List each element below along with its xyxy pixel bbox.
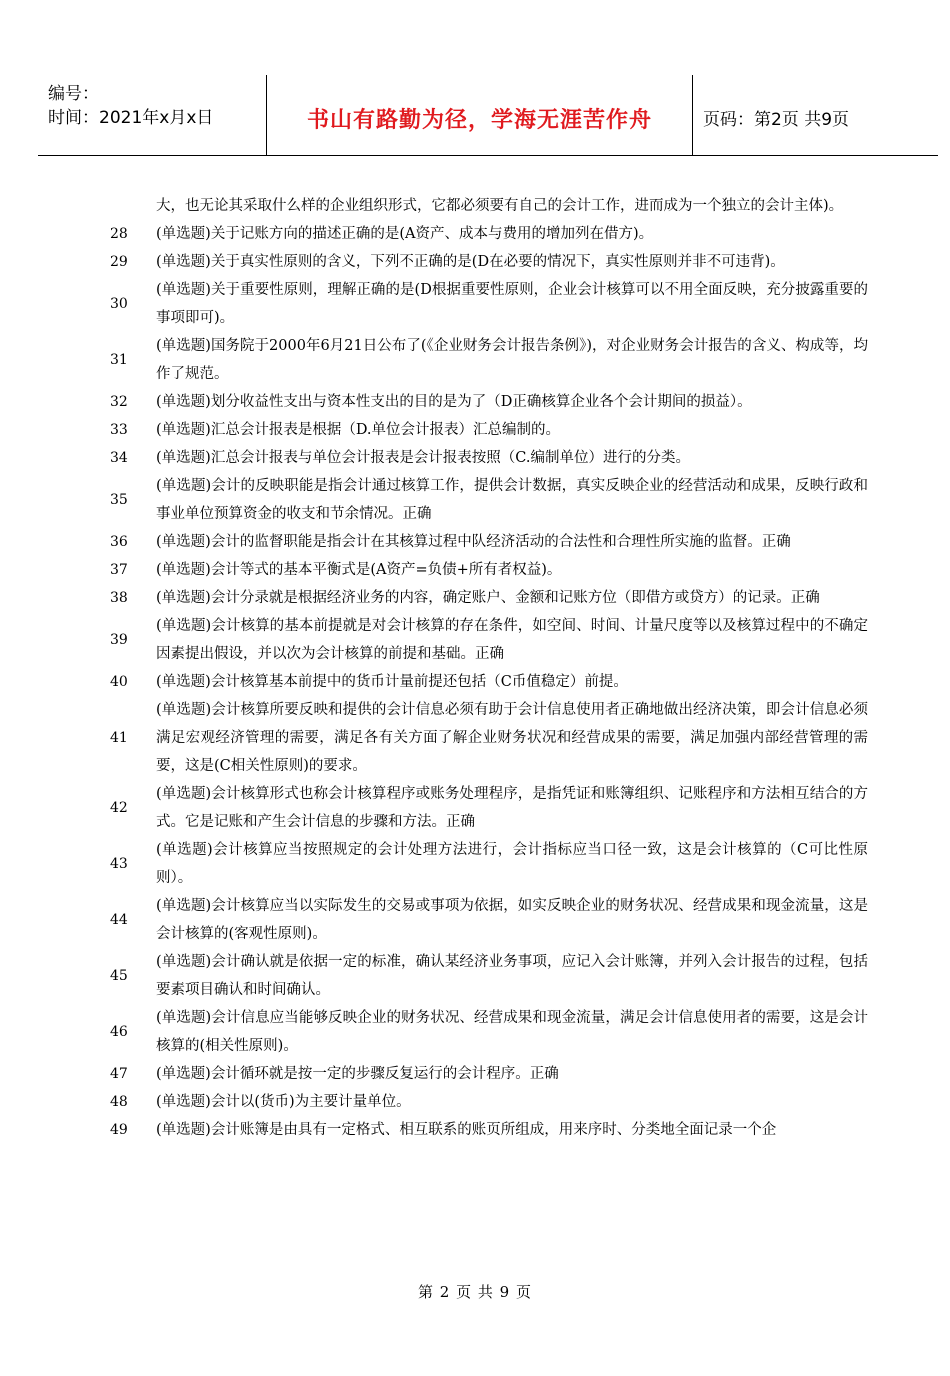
list-item <box>110 220 870 248</box>
item-text: (单选题)会计分录就是根据经济业务的内容，确定账户、金额和记账方位（即借方或贷方）的记录。正确 <box>156 590 820 606</box>
item-number: 49 <box>110 1122 128 1138</box>
item-text: (单选题)会计账簿是由具有一定格式、相互联系的账页所组成，用来序时、分类地全面记录一个企 <box>156 1122 777 1138</box>
item-text: (单选题)会计核算应当按照规定的会计处理方法进行，会计指标应当口径一致，这是会计核算的（C可比性原则）。 <box>156 842 868 886</box>
item-text: (单选题)关于记账方向的描述正确的是(A资产、成本与费用的增加列在借方)。 <box>156 226 654 242</box>
question-list <box>110 192 870 1144</box>
item-text: (单选题)会计信息应当能够反映企业的财务状况、经营成果和现金流量，满足会计信息使用者的需要，这是会计核算的(相关性原则)。 <box>156 1010 868 1054</box>
item-number: 35 <box>110 492 128 508</box>
item-text: (单选题)会计循环就是按一定的步骤反复运行的会计程序。正确 <box>156 1066 559 1082</box>
list-item <box>110 528 870 556</box>
header-page-cell <box>693 75 938 155</box>
item-number: 39 <box>110 632 128 648</box>
serial-label: 编号： <box>48 84 99 104</box>
page-footer: 第 2 页 共 9 页 <box>418 1283 532 1301</box>
item-number: 29 <box>110 254 128 270</box>
item-number: 41 <box>110 730 128 746</box>
list-item <box>110 892 870 948</box>
item-number: 36 <box>110 534 128 550</box>
date-label: 时间：2021年x月x日 <box>48 108 214 128</box>
item-number: 44 <box>110 912 128 928</box>
list-item <box>110 584 870 612</box>
list-item <box>110 668 870 696</box>
item-number: 30 <box>110 296 128 312</box>
item-number: 31 <box>110 352 128 368</box>
item-text: (单选题)会计核算应当以实际发生的交易或事项为依据，如实反映企业的财务状况、经营成果和现金流量，这是会计核算的(客观性原则)。 <box>156 898 868 942</box>
list-item <box>110 1088 870 1116</box>
item-text: (单选题)会计核算所要反映和提供的会计信息必须有助于会计信息使用者正确地做出经济决策，即会计信息必须满足宏观经济管理的需要，满足各有关方面了解企业财务状况和经营成果的需要，满足加强内部经营管理的需要，这是(C相关性原则)的要求。 <box>156 702 868 774</box>
item-number: 33 <box>110 422 128 438</box>
item-text: (单选题)关于重要性原则，理解正确的是(D根据重要性原则，企业会计核算可以不用全面反映，充分披露重要的事项即可)。 <box>156 282 868 326</box>
list-item <box>110 780 870 836</box>
list-item <box>110 248 870 276</box>
item-text: (单选题)会计核算基本前提中的货币计量前提还包括（C币值稳定）前提。 <box>156 674 628 690</box>
list-item <box>110 1004 870 1060</box>
item-number: 40 <box>110 674 128 690</box>
item-number: 45 <box>110 968 128 984</box>
list-item <box>110 416 870 444</box>
continuation-text: 大，也无论其采取什么样的企业组织形式，它都必须要有自己的会计工作，进而成为一个独立的会计主体)。 <box>156 198 844 214</box>
item-text: (单选题)汇总会计报表是根据（D.单位会计报表）汇总编制的。 <box>156 422 561 438</box>
item-number: 43 <box>110 856 128 872</box>
item-number: 48 <box>110 1094 128 1110</box>
list-item <box>110 612 870 668</box>
list-item <box>110 332 870 388</box>
list-item <box>110 1060 870 1088</box>
item-text: (单选题)关于真实性原则的含义，下列不正确的是(D在必要的情况下，真实性原则并非不可违背)。 <box>156 254 785 270</box>
list-item <box>110 948 870 1004</box>
list-item <box>110 388 870 416</box>
header-meta <box>38 75 267 155</box>
item-number: 28 <box>110 226 128 242</box>
list-item <box>110 836 870 892</box>
item-number: 47 <box>110 1066 128 1082</box>
list-item <box>110 1116 870 1144</box>
item-text: (单选题)汇总会计报表与单位会计报表是会计报表按照（C.编制单位）进行的分类。 <box>156 450 690 466</box>
item-text: (单选题)会计核算的基本前提就是对会计核算的存在条件，如空间、时间、计量尺度等以及核算过程中的不确定因素提出假设，并以次为会计核算的前提和基础。正确 <box>156 618 868 662</box>
motto: 书山有路勤为径，学海无涯苦作舟 <box>306 108 652 133</box>
item-number: 34 <box>110 450 128 466</box>
item-number: 42 <box>110 800 128 816</box>
header-motto-cell <box>267 75 693 155</box>
item-number: 38 <box>110 590 128 606</box>
item-text: (单选题)会计确认就是依据一定的标准，确认某经济业务事项，应记入会计账簿，并列入会计报告的过程，包括要素项目确认和时间确认。 <box>156 954 868 998</box>
item-text: (单选题)会计以(货币)为主要计量单位。 <box>156 1094 411 1110</box>
item-text: (单选题)国务院于2000年6月21日公布了(《企业财务会计报告条例》)，对企业财务会计报告的含义、构成等，均作了规范。 <box>156 338 868 382</box>
page-header <box>38 75 938 156</box>
item-number: 37 <box>110 562 128 578</box>
item-number: 46 <box>110 1024 128 1040</box>
list-item <box>110 472 870 528</box>
list-item <box>110 696 870 780</box>
item-text: (单选题)划分收益性支出与资本性支出的目的是为了（D正确核算企业各个会计期间的损益）。 <box>156 394 752 410</box>
item-text: (单选题)会计核算形式也称会计核算程序或账务处理程序，是指凭证和账簿组织、记账程序和方法相互结合的方式。它是记账和产生会计信息的步骤和方法。正确 <box>156 786 868 830</box>
page-number-label: 页码：第2页 共9页 <box>703 110 850 130</box>
list-item <box>110 556 870 584</box>
item-number: 32 <box>110 394 128 410</box>
item-text: (单选题)会计的反映职能是指会计通过核算工作，提供会计数据，真实反映企业的经营活动和成果，反映行政和事业单位预算资金的收支和节余情况。正确 <box>156 478 868 522</box>
item-text: (单选题)会计的监督职能是指会计在其核算过程中队经济活动的合法性和合理性所实施的监督。正确 <box>156 534 791 550</box>
item-text: (单选题)会计等式的基本平衡式是(A资产=负债+所有者权益)。 <box>156 562 562 578</box>
list-item <box>110 276 870 332</box>
list-item <box>110 444 870 472</box>
